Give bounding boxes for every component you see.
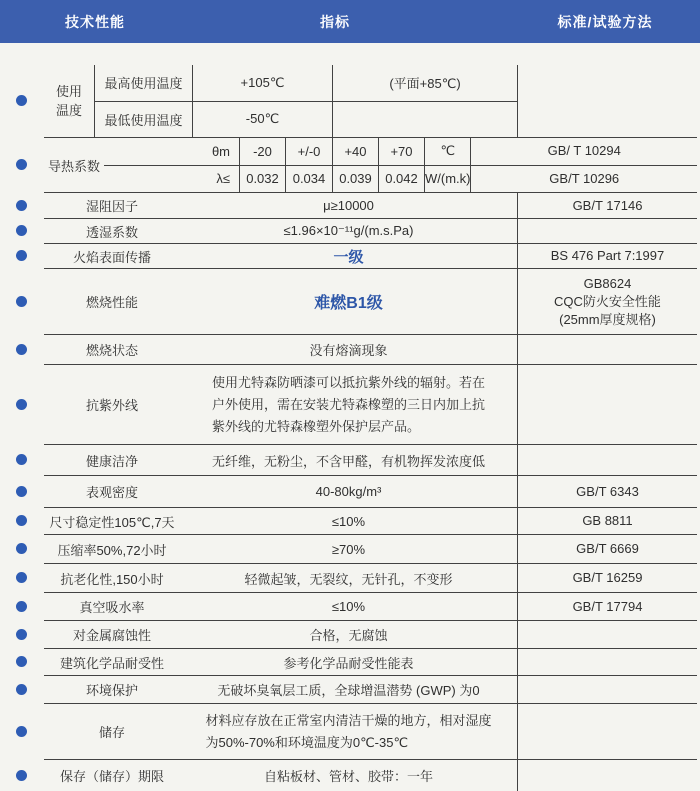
row-value: ≥70% [331,541,366,557]
standard-cell [517,760,697,791]
standard-cell [517,365,697,444]
standard-cell: GB 8811 [517,508,697,534]
grid-key: λ≤ [104,166,240,193]
row-label: 保存（储存）期限 [59,769,164,784]
standard-cell [517,445,697,475]
row-value-accent: 难燃B1级 [314,295,383,312]
table-row-vacuum-water-absorption [44,593,697,621]
grid-value: +40 [333,138,379,165]
row-label: 火焰表面传播 [72,249,151,265]
row-value: ≤10% [331,513,366,529]
row-label: 透湿系数 [85,224,138,240]
table-row-environmental-protection [44,676,697,704]
table-row-health-clean [44,445,697,476]
row-label: 湿阻因子 [85,199,138,214]
grid-value: 0.039 [333,166,379,193]
row-value: μ≥10000 [323,198,374,213]
table-row-combustion-state [44,335,697,365]
row-value: 40-80kg/m³ [315,484,382,499]
table-row-shelf-life [44,760,697,791]
standard-cell: GB/ T 10294 [471,138,697,166]
row-value: 材料应存放在正常室内清洁干燥的地方，相对湿度 为50%-70%和环境温度为0℃-35℃ [205,712,492,750]
row-value: 使用尤特森防晒漆可以抵抗紫外线的辐射。若在 户外使用，需在安装尤特森橡塑的三日内加上抗 紫外线的尤特森橡塑外保护层产品。 [211,374,485,434]
table-row-aging-resistance [44,564,697,593]
row-label: 对金属腐蚀性 [72,628,151,643]
row-value: 合格，无腐蚀 [309,628,388,643]
table-row-moisture-permeability [44,219,697,244]
row-value-accent: 一级 [333,248,364,266]
sub-note [333,102,517,138]
row-value: 无纤维，无粉尘，不含甲醛，有机物挥发浓度低 [211,453,485,469]
bullet-icon [16,344,27,355]
table-row-chemical-resistance [44,649,697,676]
sub-label: 最低使用温度 [95,102,193,138]
table-row-apparent-density [44,476,697,508]
header-col-standard: 标准/试验方法 [557,13,653,30]
bullet-icon [16,250,27,261]
row-label: 抗紫外线 [85,398,138,413]
sub-value: +105℃ [193,65,333,101]
header-col-index: 指标 [320,13,350,30]
row-label: 环境保护 [85,683,138,698]
standard-cell [517,335,697,364]
grid-unit: W/(m.k) [425,171,471,187]
standard-cell [517,676,697,703]
table-row-uv-resistance [44,365,697,445]
grid-value: 0.032 [240,166,286,193]
bullet-icon [16,601,27,612]
table-header [0,0,700,43]
standard-cell [517,704,697,759]
grid-value: 0.034 [286,166,333,193]
standard-cell [517,65,697,137]
row-label: 尺寸稳定性105℃,7天 [49,514,175,530]
row-label: 健康洁净 [85,453,138,469]
bullet-icon [16,656,27,667]
row-value: 无破坏臭氧层工质，全球增温潜势 (GWP) 为0 [217,683,480,698]
row-value: 轻微起皱，无裂纹，无针孔，不变形 [244,571,453,587]
row-label: 储存 [98,725,125,740]
table-row-usage-temp [44,65,697,138]
row-value: ≤10% [331,599,366,614]
sub-value: -50℃ [193,102,333,138]
standard-cell: BS 476 Part 7:1997 [517,244,697,268]
bullet-icon [16,200,27,211]
bullet-icon [16,399,27,410]
bullet-icon [16,515,27,526]
bullet-icon [16,684,27,695]
table-row-flame-spread [44,244,697,269]
table-row-storage [44,704,697,760]
row-label: 表观密度 [85,485,138,500]
bullet-icon [16,486,27,497]
table-row-moisture-factor [44,193,697,219]
grid-value: -20 [240,138,286,165]
row-value: 自粘板材、管材、胶带：一年 [263,769,433,784]
row-label: 抗老化性,150小时 [60,571,164,587]
bullet-icon [16,225,27,236]
standard-cell: GB/T 16259 [517,564,697,592]
row-value: 没有熔滴现象 [309,343,388,358]
table-row-conductivity [44,138,697,193]
row-label: 使用 温度 [44,65,95,137]
standard-cell: GB8624 CQC防火安全性能 (25mm厚度规格) [517,269,697,334]
spec-table [0,65,700,791]
grid-key: θm [104,138,240,165]
grid-value: +/-0 [286,138,333,165]
bullet-icon [16,726,27,737]
row-label: 导热系数 [47,158,100,174]
standard-cell [517,649,697,675]
row-label: 建筑化学品耐受性 [59,655,164,671]
standard-cell: GB/T 10296 [549,170,620,186]
sub-note: (平面+85℃) [389,76,461,92]
grid-value: +70 [379,138,425,165]
row-label: 真空吸水率 [79,600,145,615]
standard-cell: GB/T 6343 [517,476,697,507]
bullet-icon [16,95,27,106]
sub-label: 最高使用温度 [95,65,193,101]
standard-cell: GB/T 6669 [517,535,697,563]
bullet-icon [16,572,27,583]
standard-cell: GB/T 17146 [517,193,697,218]
bullet-icon [16,296,27,307]
row-value: 参考化学品耐受性能表 [283,655,414,671]
table-row-combustion-performance [44,269,697,335]
row-value: ≤1.96×10⁻¹¹g/(m.s.Pa) [283,223,414,238]
standard-cell [517,219,697,243]
bullet-icon [16,543,27,554]
bullet-icon [16,770,27,781]
grid-value: 0.042 [379,166,425,193]
header-col-performance: 技术性能 [65,13,125,30]
row-label: 燃烧性能 [85,295,138,310]
table-row-metal-corrosion [44,621,697,649]
bullet-icon [16,159,27,170]
bullet-icon [16,454,27,465]
table-row-dimensional-stability [44,508,697,535]
standard-cell: GB/T 17794 [517,593,697,620]
table-row-compression-rate [44,535,697,564]
row-label: 燃烧状态 [85,343,138,358]
standard-cell [517,621,697,648]
row-label: 压缩率50%,72小时 [57,542,167,558]
bullet-icon [16,629,27,640]
grid-unit: ℃ [440,143,456,159]
